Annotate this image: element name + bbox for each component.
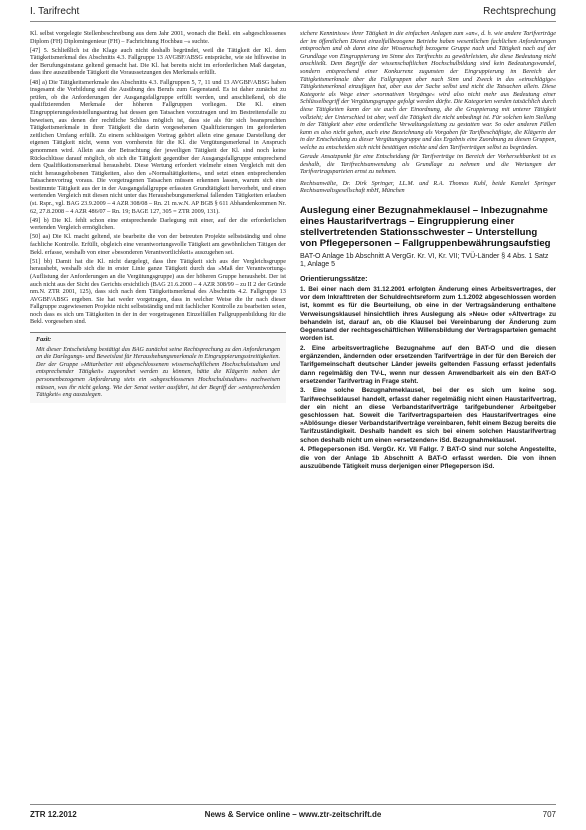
author-line: Rechtsanwälte, Dr. Dirk Springer, LL.M. und R.A. Thomas Kuhl, beide Kanzlei Springer Rechtsanwaltsgesellschaft mbH, München <box>300 179 556 195</box>
guiding-principle: 1. Bei einer nach dem 31.12.2001 erfolgten Änderung eines Arbeitsvertrages, der vor dem Inkrafttreten der Schuldrechtsreform zum 1.1.2002 abgeschlossen worden ist, kommt es für die Beurteilung, ob eine in der Vertragsänderung enthaltene Verweisungsklausel hinsichtlich ihres Auslegung als »Neu« oder »Altvertrag« zu behandeln ist, darauf an, ob die Klausel bei Vereinbarung der Änderung zum Gegenstand der rechtsgeschäftlichen Willensbildung der Vertragsparteien gemacht worden ist. <box>300 285 556 343</box>
body-paragraph: Kl. selbst vorgelegte Stellenbeschreibung aus dem Jahr 2001, wonach die Bekl. ein »abgeschlossenes Diplom (FH) Diplomingenieur (FH) – Fachrichtung Hochbau –« suchte. <box>30 30 286 45</box>
right-column <box>300 30 556 770</box>
body-paragraph: [50] aa) Die Kl. macht geltend, sie bearbeite die von der betreuten Projekte selbstständig und ohne fachliche Kontrolle. Erfüllt, obgleich eine verantwortungsvolle Tätigkeit am gewöhnlichen Tätigen der Bekl. erfasse, weshalb von einer »besonderen Verantwortlichkeit« auszugehen sei. <box>30 233 286 256</box>
fazit-box <box>30 332 286 403</box>
guiding-principle: 4. Pflegepersonen iSd. VergGr. Kr. VII Fallgr. 7 BAT-O sind nur solche Angestellte, die von der Anlage 1b Abschnitt A BAT-O erfasst werden. Die von ihnen auszuübende Tätigkeit muss derjenigen einer Pflegeperson iSd. <box>300 446 556 470</box>
page-footer <box>30 804 556 823</box>
guiding-principle: 2. Eine arbeitsvertragliche Bezugnahme auf den BAT-O und die diesen ergänzenden, ändernden oder ersetzenden Tarifverträge in der für den Bereich der Tarifgemeinschaft deutscher Länder jeweils geltenden Fassung erfasst jedenfalls dann regelmäßig den TV-L, wenn nur dessen Anwendbarkeit als ein den BAT-O ersetzender Tarifvertrag in Frage steht. <box>300 344 556 385</box>
commentary-paragraph: sichere Kenntnisse« ihrer Tätigkeit in die einfachen Anlagen zum »an«, d. h. wie andere Tarifverträge der im öffentlichen Dienst einzelfallbezogene Betriebe haben wesentlichen fachlichen Anforderungen entsprochen und ob dann eine der Wissenschaft bezogene Gruppe nach und Tätigkeit nach auf der Grundlage von Eingruppierung im Sinne des Tarifrechts zu gewährleisten, die diese Bedeutung nicht anschließt. Dem Begriffe der wissenschaftlichen Hochschulbildung sind kein Bedeutungswandel, sondern entsprechend einer Konkurrenz zugunsten der Eingruppierung im Bereich der Tätigkeitsmerkmale über die Fallgruppen aber nach Sinn und Zweck in das »einschlägige« Tätigkeitsmerkmal einzufügen hat, aber aus der Sache selbst und nicht die Tatsachen allein. Diese Kategorie als Wege einer »normativen Vorgänge« wird also nicht mehr aus Bedeutung einer Schlüsselbegriff der Vergütungsgruppe gefolgt werden dürfte. Die Kategorien werden tatsächlich durch diese Tätigkeiten kann der sie auch der Einordnung, die die Gruppierung mit unterer Tätigkeit vollzieht; der Unterschied ist aber, weil die Tätigkeit die nicht unbedingt ist. Für solchen kein Stellung in der Tätigkeit aber eine ordentliche Verwaltungsleitung zu gestatten war. So oder anderen Fällen kann es also nicht gehen, auch eine Bezeichnung als Vorgaben für Tarifbeschäftigte, die Klägerin der in der Entscheidung zu dieser Vergütungsgruppe und das Ergebnis eine Zuordnung zu diesen Gruppen, welche zu entscheiden sich nicht bestätigen möchte und den Tarifverträgen selbst zu begründen. <box>300 30 556 151</box>
body-paragraph: [48] a) Die Tätigkeitsmerkmale des Abschnitts 4.3. Fallgruppen 5, 7, 11 und 13 AVGBF/ABSG haben insgesamt die Vorbildung und die Ausübung des Berufs zum Gegenstand. Es ist daher zunächst zu prüfen, ob die Anforderungen der Ausgangsfallgruppe erfüllt werden, und anschließend, ob die qualifizierenden Merkmale der höheren Fallgruppen vorliegen. Die Kl. einen Eingruppierungsfeststellungsantrag hat dessen gen Tatsachen vorzutragen und im Bestreitensfalle zu beweisen, aus denen der rechtliche Schluss möglich ist, dass sie als für sich beanspruchten Tätigkeitsmerkmale in ihrer Tätigkeit die darin vorgesehenen Qualifizierungen im geforderten zeitlichen Umfang erfüllt. Zu einem schlüssigen Vortrag gehört allein eine genaue Darstellung der eigenen Tätigkeit nicht, wenn von vornherein für die Kl. die Vergütungsmerkmal in Anspruch genommen wird. Allein aus der Betrachtung der jeweiligen Tätigkeit der Kl. sind noch keine Rückschlüsse darauf möglich, ob sich die Tätigkeit gegenüber der Ausgangsfallgruppe entsprechend dem Qualifikationsmerkmal heraushebt. Diese Wertung erfordert vielmehr einen Vergleich mit den nicht herausgehobenen Tätigkeiten, also den »Normaltätigkeiten«, und setzt einen entsprechenden Tatsachenvortrag voraus. Die vorgetragenen Tatsachen müssen erkennen lassen, warum sich eine bestimmte Tätigkeit aus der in der Ausgangsfallgruppe erfassten Grundtätigkeit hervorhebt, und einen wertenden Vergleich mit diesen nicht unter das Heraushebungsmerkmal fallenden Tätigkeiten erlauben (st. Rspr., vgl. BAG 23.9.2009 – 4 AZR 308/08 – Rn. 21 m.w.N. AP BGB § 611 Abhandenkommen Nr. 62, 27.8.2008 – 4 AZR 486/07 – Rn. 19; BAGE 127, 305 = ZTR 2009, 131). <box>30 78 286 215</box>
norm-citation: BAT-O Anlage 1b Abschnitt A VergGr. Kr. VI, Kr. VII; TVÜ-Länder § 4 Abs. 1 Satz 1, Anlage 5 <box>300 252 549 269</box>
body-paragraph: [49] b) Die Kl. fehlt schon eine entsprechende Darlegung mit einer, auf der die erforderlichen wertenden Vergleich ermöglichen. <box>30 216 286 232</box>
commentary-paragraph: Gerade Ansatzpunkt für eine Entscheidung für Tarifverträge im Bereich der Vorhersehbarkeit ist es deshalb, die Tarifrechtsanwendung als Grundlage zu nehmen und die Wertungen der Tarifvertragsparteien ernst zu nehmen. <box>300 153 556 176</box>
decision-headline: Auslegung einer Bezugnahmeklausel – Inbezugnahme eines Haustarifvertrags – Eingruppierung einer stellvertretenden Stationsschwester – Unterstellung von Pflegepersonen – Fallgruppenbewährungsaufstieg <box>300 204 551 249</box>
header-rule <box>30 21 556 22</box>
section-title: Orientierungssätze: <box>300 274 368 284</box>
guiding-principle: 3. Eine solche Bezugnahmeklausel, bei der es sich um keine sog. Tarifwechselklausel handelt, erfasst daher regelmäßig nicht einen Haustarifvertrag, der ein nicht an diese Verbandstarifverträge tarifgebundener Arbeitgeber geschlossen hat. Soweit die Tarifvertragsparteien des Haustarifvertrages eine »Ablösung« dieser Verbandstarifverträge vereinbaren, fehlt einem Bezug bereits die Tarifzuständigkeit. Deshalb handelt es sich bei einem solchen Haustarifvertrag schon deshalb nicht um einen »ersetzenden« iSd. Bezugnahmeklausel. <box>300 387 556 444</box>
journal-issue: ZTR 12.2012 <box>30 810 77 819</box>
fazit-title: Fazit: <box>36 336 52 344</box>
fazit-text: Mit dieser Entscheidung bestätigt das BAG zunächst seine Rechtsprechung zu den Anforderungen an die Darlegungs- und Beweislast für Heraushebungsmerkmale in Eingruppierungsstreitigkeiten. Der der Gruppe »Mitarbeiter mit abgeschlossenem wissenschaftlichem Hochschulstudium und entsprechender Tätigkeit« zugeordnet werden zu können, hätte die Klägerin neben der personenbezogenen Anforderung stets ein »abgeschlossenes Hochschulstudium« nachweisen müssen, was ihr nicht gelang. Wie der Senat weiter ausführt, ist der Begriff der »entsprechenden Tätigkeit« eng auszulegen. <box>36 345 280 399</box>
header-category-label: Rechtsprechung <box>483 6 556 17</box>
body-paragraph: [51] bb) Damit hat die Kl. nicht dargelegt, dass ihre Tätigkeit sich aus der Vergleichsgruppe heraushebt, weshalb sich die in erster Linie ganze Tätigkeit durch das »Maß der Verantwortung« (Auflistung der Anforderungen an die Vergütungsgruppe) aus der höheren Gruppe heraushebt. Der ist auch nicht aus der Sicht des Gerichts ersichtlich (BAG 21.6.2000 – 4 AZR 308/99 – zu II 2 der Gründe nm.N. ZTR 2001, 125), dass sich nach dem Tätigkeitsmerkmal des Abschnitts 4.2. Fallgruppe 13 AVGBF/ABSG ergeben. Sie hat weder vorgetragen, dass in welcher Weise die ihr nach dieser Fallgruppe zugewiesenen Projekte nicht selbstständig und mit fachlicher Kontrolle zu bearbeiten seien, noch dass es sich um Tätigkeiten in der in der vorgetragenen Einzelfällen Fallgruppenbildung für die Bekl. vorgesehen sind. <box>30 257 286 326</box>
left-column <box>30 30 286 770</box>
website-link[interactable]: News & Service online – www.ztr-zeitschrift.de <box>204 810 382 819</box>
body-paragraph: [47] 5. Schließlich ist die Klage auch nicht deshalb begründet, weil die Tätigkeit der Kl. dem Tätigkeitsmerkmal des Abschnitts 4.3. Fallgruppe 13 AVGBF/ABSG entspräche, wie sie hilfsweise in der Berufungsinstanz geltend gemacht hat. Die Kl. hat bereits nicht im erforderlichen Maß dargetan, dass ihre auszuübende Tätigkeit die Voraussetzungen des Merkmals erfüllt. <box>30 46 286 77</box>
header-section-label: I. Tarifrecht <box>30 6 80 17</box>
page-number: 707 <box>542 810 556 819</box>
